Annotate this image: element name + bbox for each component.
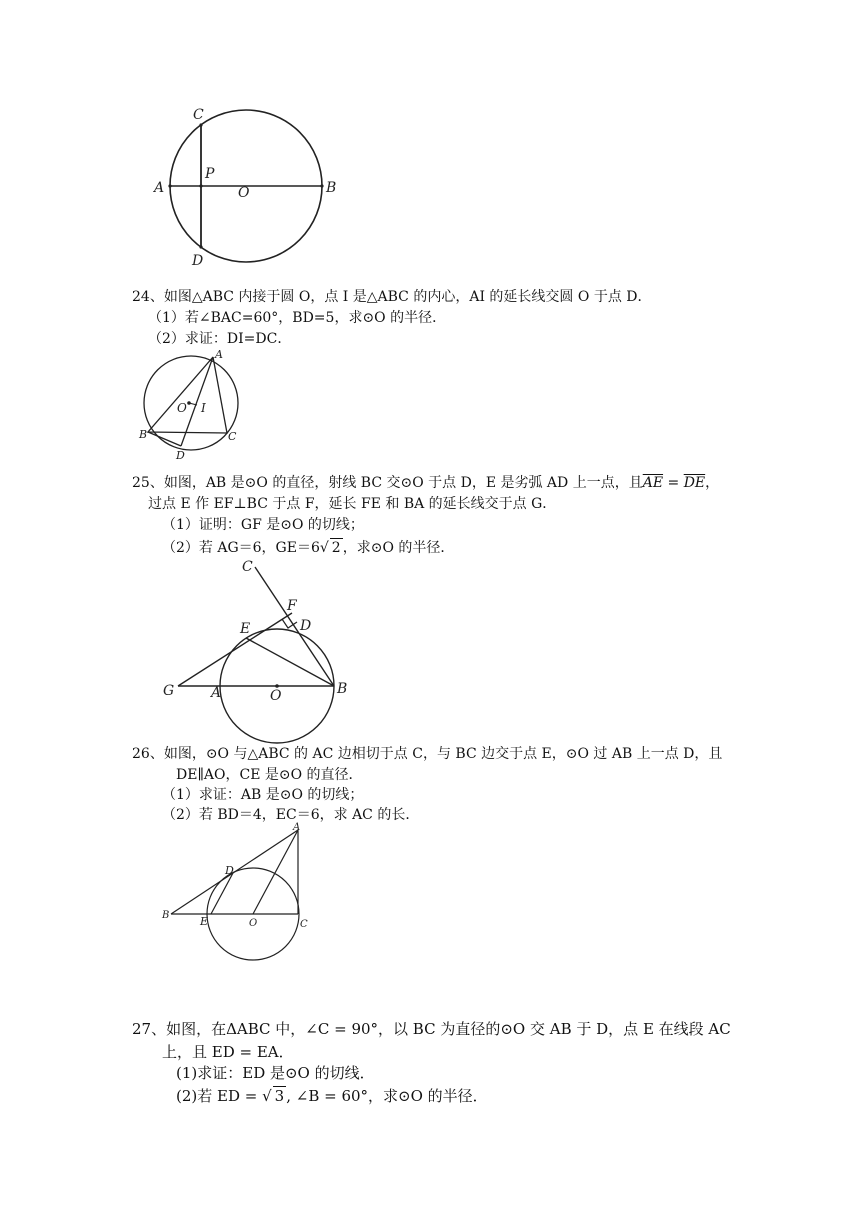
segment-ao	[253, 830, 298, 914]
q27-text: 27、如图，在ΔABC 中，∠C = 90°，以 BC 为直径的⊙O 交 AB 于 D，点 E 在线段 AC	[132, 1020, 731, 1038]
q24-part1: （1）若∠BAC=60°，BD=5，求⊙O 的半径．	[148, 310, 447, 326]
figure-q26	[155, 820, 325, 1000]
label-o: O	[270, 688, 282, 704]
label-o: O	[177, 401, 187, 415]
label-e: E	[240, 621, 251, 637]
q26-part2: （2）若 BD＝4，EC＝6，求 AC 的长．	[162, 807, 420, 823]
label-i: I	[201, 401, 206, 415]
ray-bc	[255, 567, 334, 686]
q25-text-b: 过点 E 作 EF⊥BC 于点 F，延长 FE 和 BA 的延长线交于点 G．	[148, 496, 557, 512]
label-e: E	[200, 915, 209, 928]
q25-part1: （1）证明：GF 是⊙O 的切线；	[162, 517, 364, 533]
label-o: O	[249, 918, 258, 929]
segment-bd	[148, 432, 181, 446]
q27-part1: (1)求证：ED 是⊙O 的切线．	[176, 1064, 375, 1082]
figure-q23	[140, 100, 360, 275]
arc-de: $\overline{DE}$	[683, 475, 706, 491]
arc-ae: $\overline{AE}$	[642, 475, 664, 491]
label-a: A	[293, 822, 301, 833]
label-c: C	[242, 559, 253, 575]
figure-q25	[155, 555, 365, 745]
line-gf	[178, 613, 292, 686]
q26-text: 26、如图，⊙O 与△ABC 的 AC 边相切于点 C，与 BC 边交于点 E，⊙O 过 AB 上一点 D，且	[132, 746, 723, 762]
q26-text2: DE∥AO，CE 是⊙O 的直径．	[176, 767, 363, 783]
label-d: D	[225, 864, 234, 877]
sqrt-sign: √	[319, 540, 329, 556]
segment-de	[211, 873, 233, 914]
label-a: A	[211, 685, 222, 701]
q26-part1: （1）求证：AB 是⊙O 的切线；	[162, 787, 364, 803]
label-b: B	[139, 428, 148, 441]
label-p: P	[205, 166, 215, 182]
sqrt-sign: √	[262, 1087, 272, 1105]
q25-part2: （2）若 AG＝6，GE＝6√ 2 ，求⊙O 的半径．	[162, 540, 455, 556]
label-g: G	[163, 683, 175, 699]
q27-text2: 上，且 ED = EA．	[162, 1043, 294, 1061]
segment-ab	[171, 830, 298, 914]
figure-q24	[135, 346, 255, 464]
label-c: C	[193, 107, 204, 123]
label-a: A	[154, 180, 165, 196]
q25-text-a: 25、如图，AB 是⊙O 的直径，射线 BC 交⊙O 于点 D，E 是劣弧 AD 上一点，且$\overline{AE} = \overline{DE}$，	[132, 475, 720, 491]
q27-part2: (2)若 ED = √ 3 , ∠B = 60°，求⊙O 的半径．	[176, 1087, 488, 1105]
label-c: C	[228, 430, 237, 443]
label-c: C	[300, 919, 308, 930]
label-o: O	[238, 185, 250, 201]
label-d: D	[300, 618, 312, 634]
label-d: D	[192, 253, 204, 269]
segment-eb	[246, 638, 334, 686]
q24-part2: （2）求证：DI=DC．	[148, 331, 292, 347]
label-b: B	[326, 180, 337, 196]
q24-text: 24、如图△ABC 内接于圆 O，点 I 是△ABC 的内心，AI 的延长线交圆 O 于点 D．	[132, 289, 652, 305]
label-f: F	[287, 598, 297, 614]
label-a: A	[215, 348, 223, 361]
label-b: B	[162, 910, 170, 921]
label-b: B	[337, 681, 348, 697]
label-d: D	[176, 449, 185, 462]
